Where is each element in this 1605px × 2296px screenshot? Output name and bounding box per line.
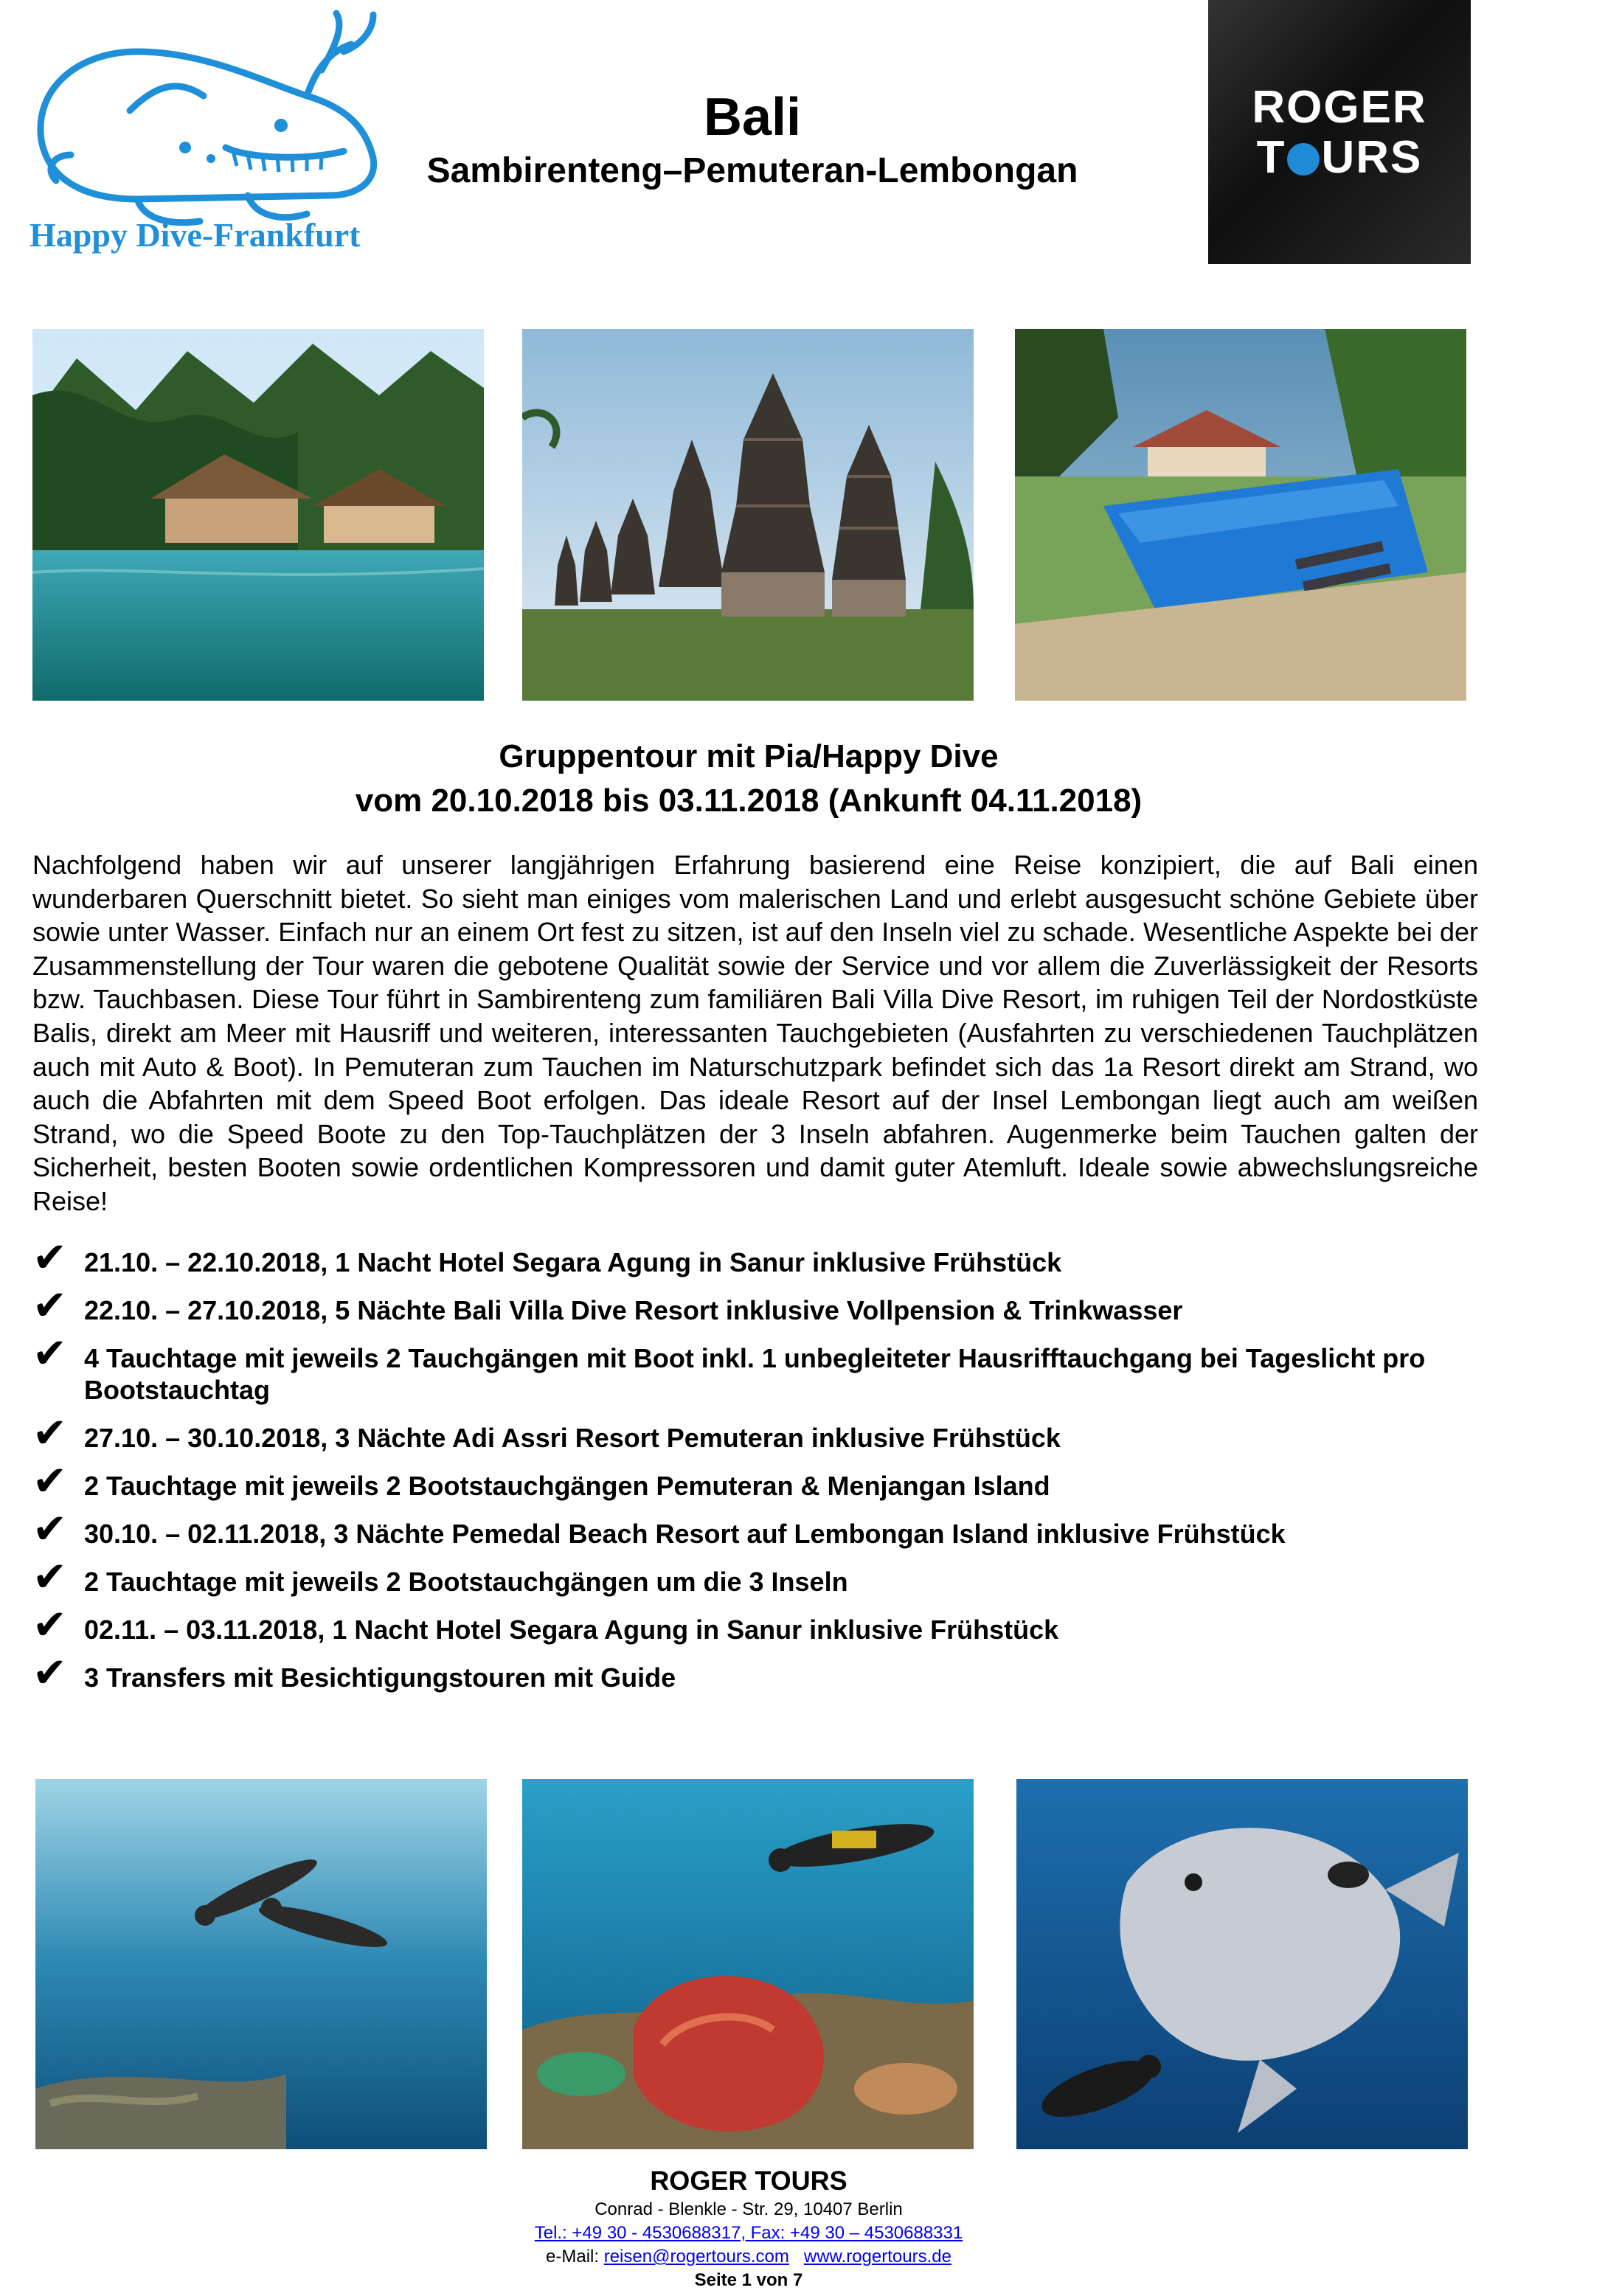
list-item: ✔ 2 Tauchtage mit jeweils 2 Bootstauchgängen Pemuteran & Menjangan Island bbox=[32, 1457, 1050, 1505]
list-item: ✔ 3 Transfers mit Besichtigungstouren mit Guide bbox=[32, 1649, 676, 1697]
included-services-list bbox=[32, 1234, 1493, 1710]
snorkelers-photo bbox=[35, 1779, 487, 2149]
intro-paragraph: Nachfolgend haben wir auf unserer langjährigen Erfahrung basierend eine Reise konzipiert, die auf Bali einen wunderbaren Querschnitt bietet. So sieht man einiges vom malerischen Land und erlebt ausgesucht schöne Gebiete über sowie unter Wasser. Einfach nur an einem Ort fest zu sitzen, ist auf den Inseln viel zu schade. Wesentliche Aspekte bei der Zusammenstellung der Tour waren die gebotene Qualität sowie der Service und vor allem die Zuverlässigkeit der Resorts bzw. Tauchbasen. Diese Tour führt in Sambirenteng zum familiären Bali Villa Dive Resort, im ruhigen Teil der Nordostküste Balis, direkt am Meer mit Hausriff und weiteren, interessanten Tauchgebieten (Ausfahrten zu verschiedenen Tauchplätzen auch mit Auto & Boot). In Pemuteran zum Tauchen im Naturschutzpark befindet sich das 1a Resort direkt am Strand, wo auch die Abfahrten mit dem Speed Boot erfolgen. Das ideale Resort auf der Insel Lembongan liegt auch am weißen Strand, wo die Speed Boote zu den Top-Tauchplätzen der 3 Inseln abfahren. Augenmerke beim Tauchen galten der Sicherheit, besten Booten sowie ordentlichen Kompressoren und damit guter Atemluft. Ideale sowie abwechslungsreiche Reise! bbox=[32, 850, 1478, 1216]
checkmark-icon: ✔ bbox=[32, 1505, 67, 1553]
tour-heading bbox=[0, 735, 1497, 823]
footer-company: ROGER TOURS bbox=[650, 2165, 847, 2196]
footer-address: Conrad - Blenkle - Str. 29, 10407 Berlin bbox=[594, 2199, 903, 2219]
checkmark-icon: ✔ bbox=[32, 1282, 67, 1330]
resort-pool-photo bbox=[32, 329, 484, 701]
checkmark-icon: ✔ bbox=[32, 1457, 67, 1505]
page-title: Bali bbox=[703, 88, 802, 147]
page-subtitle: Sambirenteng–Pemuteran-Lembongan bbox=[426, 151, 1078, 190]
tour-heading-line2: vom 20.10.2018 bis 03.11.2018 (Ankunft 04.11.2018) bbox=[355, 783, 1143, 819]
list-item: ✔ 4 Tauchtage mit jeweils 2 Tauchgängen mit Boot inkl. 1 unbegleiteter Hausrifftauchgang bei Tageslicht pro Bootstauchtag bbox=[32, 1330, 1426, 1405]
list-item: ✔ 2 Tauchtage mit jeweils 2 Bootstauchgängen um die 3 Inseln bbox=[32, 1553, 848, 1601]
checkmark-icon: ✔ bbox=[32, 1649, 67, 1697]
footer-website-link[interactable]: www.rogertours.de bbox=[803, 2247, 951, 2266]
footer-email-link[interactable]: reisen@rogertours.com bbox=[603, 2247, 789, 2266]
logo-right-line2: T URS bbox=[1256, 132, 1423, 183]
temple-pagodas-photo bbox=[522, 329, 974, 701]
checkmark-icon: ✔ bbox=[32, 1330, 67, 1378]
diver-coral-photo bbox=[522, 1779, 974, 2149]
list-item: ✔ 02.11. – 03.11.2018, 1 Nacht Hotel Segara Agung in Sanur inklusive Frühstück bbox=[32, 1601, 1059, 1649]
list-item: ✔ 22.10. – 27.10.2018, 5 Nächte Bali Villa Dive Resort inklusive Vollpension & Trinkwasser bbox=[32, 1282, 1183, 1330]
checkmark-icon: ✔ bbox=[32, 1409, 67, 1457]
happy-dive-logo bbox=[27, 0, 388, 266]
list-item: ✔ 27.10. – 30.10.2018, 3 Nächte Adi Assri Resort Pemuteran inklusive Frühstück bbox=[32, 1409, 1061, 1457]
footer bbox=[0, 2164, 1497, 2292]
sunfish-diver-photo bbox=[1016, 1779, 1468, 2149]
checkmark-icon: ✔ bbox=[32, 1553, 67, 1601]
page-number: Seite 1 von 7 bbox=[694, 2270, 803, 2290]
logo-left-text: Happy Dive-Frankfurt bbox=[30, 216, 361, 254]
footer-email-label: e-Mail: bbox=[546, 2247, 600, 2266]
globe-dot-icon bbox=[1287, 143, 1320, 176]
list-item: ✔ 21.10. – 22.10.2018, 1 Nacht Hotel Segara Agung in Sanur inklusive Frühstück bbox=[32, 1234, 1062, 1282]
resort-swimming-pool-photo bbox=[1015, 329, 1466, 701]
list-item: ✔ 30.10. – 02.11.2018, 3 Nächte Pemedal Beach Resort auf Lembongan Island inklusive Frühstück bbox=[32, 1505, 1286, 1553]
tour-heading-line1: Gruppentour mit Pia/Happy Dive bbox=[499, 738, 999, 774]
checkmark-icon: ✔ bbox=[32, 1234, 67, 1282]
checkmark-icon: ✔ bbox=[32, 1601, 67, 1649]
logo-right-line1: ROGER bbox=[1252, 82, 1427, 133]
footer-phone-link[interactable]: Tel.: +49 30 - 4530688317, Fax: +49 30 – 4530688331 bbox=[534, 2223, 963, 2243]
roger-tours-logo bbox=[1208, 0, 1471, 264]
